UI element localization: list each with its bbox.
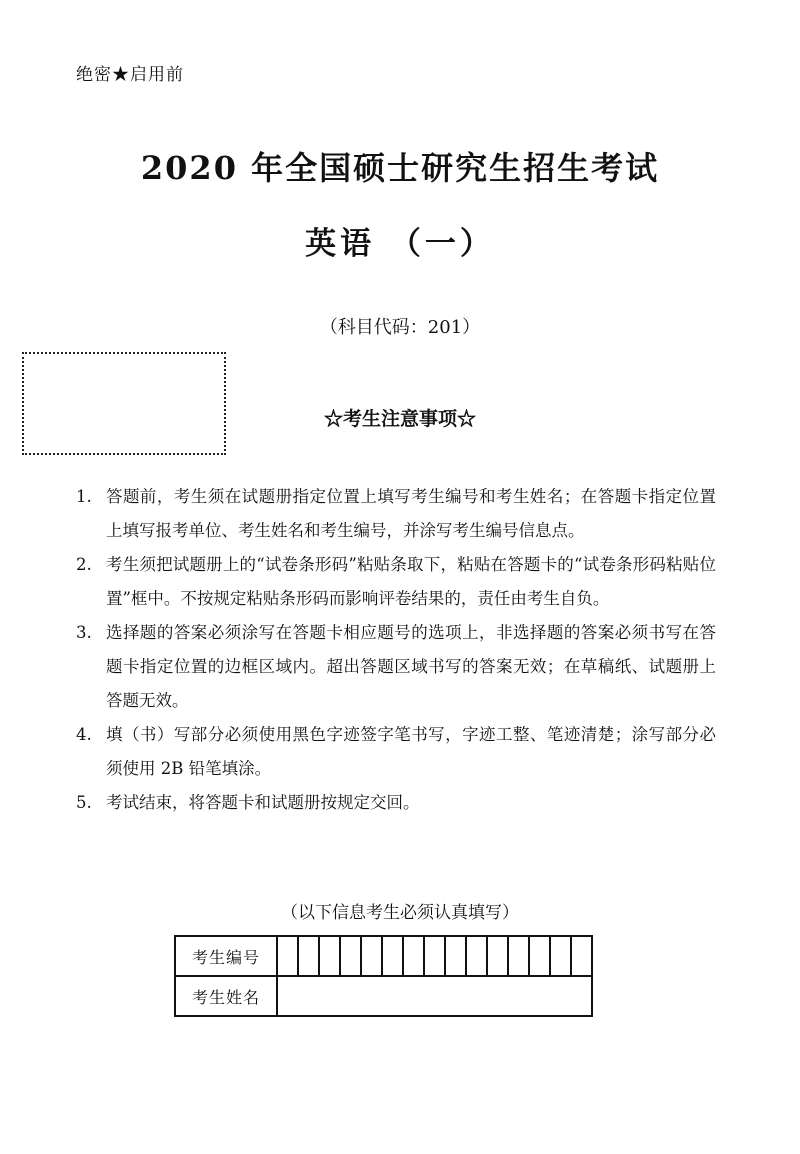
candidate-name-field[interactable] bbox=[277, 976, 592, 1016]
subject-code: （科目代码：201） bbox=[319, 317, 481, 338]
instruction-item bbox=[76, 786, 716, 820]
subject-title: 英语 （一） bbox=[305, 226, 495, 262]
candidate-number-digit-cell[interactable] bbox=[382, 936, 403, 976]
candidate-number-digit-cell[interactable] bbox=[298, 936, 319, 976]
instruction-item bbox=[76, 718, 716, 786]
candidate-number-digit-cell[interactable] bbox=[571, 936, 592, 976]
instruction-text: 考生须把试题册上的“试卷条形码”粘贴条取下，粘贴在答题卡的“试卷条形码粘贴位置”框中。不按规定粘贴条形码而影响评卷结果的，责任由考生自负。 bbox=[106, 555, 716, 608]
candidate-number-digit-cell[interactable] bbox=[445, 936, 466, 976]
candidate-number-label: 考生编号 bbox=[175, 936, 277, 976]
candidate-name-label: 考生姓名 bbox=[175, 976, 277, 1016]
instruction-number: 3. bbox=[76, 623, 92, 642]
instruction-number: 5. bbox=[76, 793, 92, 812]
candidate-number-row bbox=[175, 936, 592, 976]
candidate-number-digit-cell[interactable] bbox=[508, 936, 529, 976]
candidate-number-digit-cell[interactable] bbox=[319, 936, 340, 976]
instruction-item bbox=[76, 616, 716, 718]
candidate-number-digit-cell[interactable] bbox=[550, 936, 571, 976]
instruction-item bbox=[76, 480, 716, 548]
candidate-info-table bbox=[174, 935, 593, 1017]
instruction-item bbox=[76, 548, 716, 616]
instruction-number: 1. bbox=[76, 487, 92, 506]
confidential-mark: 绝密★启用前 bbox=[76, 65, 184, 85]
instruction-text: 选择题的答案必须涂写在答题卡相应题号的选项上，非选择题的答案必须书写在答题卡指定位置的边框区域内。超出答题区域书写的答案无效；在草稿纸、试题册上答题无效。 bbox=[106, 623, 716, 710]
candidate-name-row bbox=[175, 976, 592, 1016]
notice-heading: ☆考生注意事项☆ bbox=[323, 408, 476, 430]
candidate-number-digit-cell[interactable] bbox=[424, 936, 445, 976]
fill-in-note: （以下信息考生必须认真填写） bbox=[281, 903, 519, 923]
candidate-number-digit-cell[interactable] bbox=[466, 936, 487, 976]
instruction-text: 考试结束，将答题卡和试题册按规定交回。 bbox=[106, 793, 420, 812]
instructions-list bbox=[76, 480, 716, 820]
candidate-number-digit-cell[interactable] bbox=[529, 936, 550, 976]
candidate-number-digit-cell[interactable] bbox=[487, 936, 508, 976]
candidate-number-digit-cell[interactable] bbox=[277, 936, 298, 976]
candidate-number-digit-cell[interactable] bbox=[340, 936, 361, 976]
instruction-number: 2. bbox=[76, 555, 92, 574]
instruction-text: 答题前，考生须在试题册指定位置上填写考生编号和考生姓名；在答题卡指定位置上填写报考单位、考生姓名和考生编号，并涂写考生编号信息点。 bbox=[106, 487, 716, 540]
candidate-number-digit-cell[interactable] bbox=[403, 936, 424, 976]
instruction-text: 填（书）写部分必须使用黑色字迹签字笔书写，字迹工整、笔迹清楚；涂写部分必须使用 2B 铅笔填涂。 bbox=[106, 725, 716, 778]
exam-title: 2020 年全国硕士研究生招生考试 bbox=[140, 149, 660, 187]
instruction-number: 4. bbox=[76, 725, 92, 744]
candidate-number-digit-cell[interactable] bbox=[361, 936, 382, 976]
